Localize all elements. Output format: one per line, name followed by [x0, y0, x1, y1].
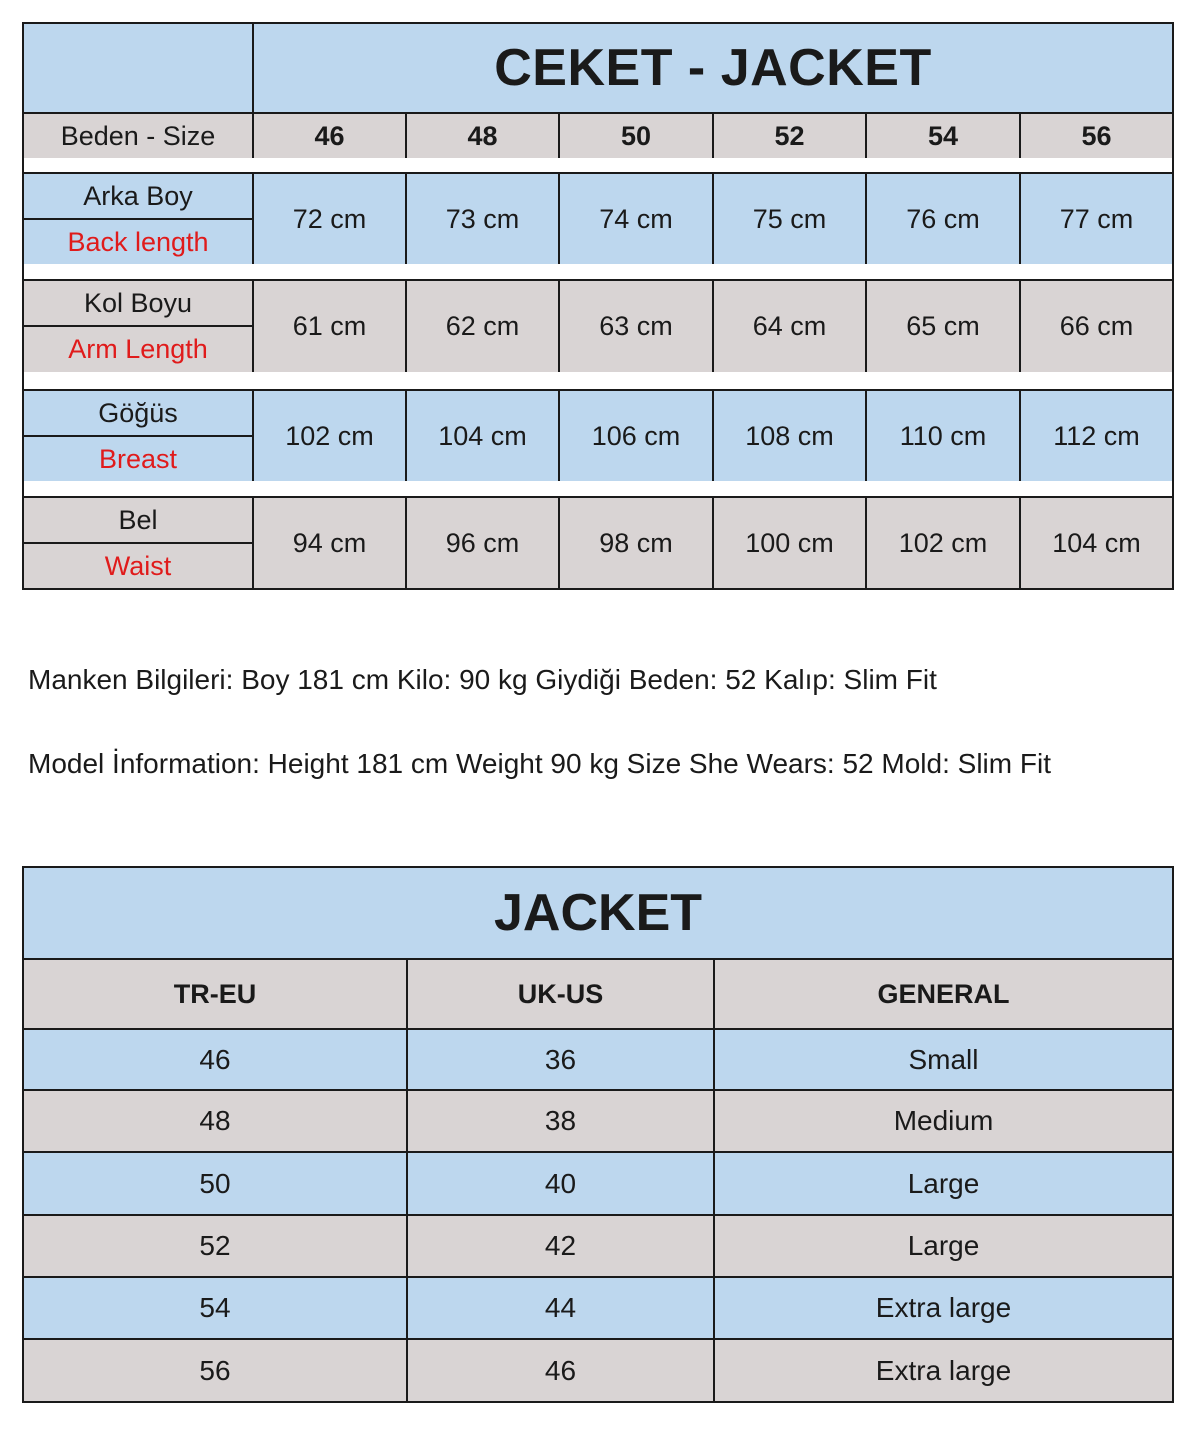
- label-en-text: Waist: [104, 550, 172, 581]
- label-tr-text: Bel: [118, 504, 158, 535]
- cell-text: 38: [544, 1105, 577, 1136]
- value-cell: [558, 389, 714, 483]
- size-header-label: 50: [620, 120, 652, 151]
- value-text: 64 cm: [752, 311, 827, 341]
- size-table-title: CEKET - JACKET: [494, 39, 932, 97]
- conversion-cell: [713, 1276, 1174, 1340]
- label-tr-text: Arka Boy: [83, 180, 193, 211]
- conversion-cell: [406, 1089, 715, 1153]
- value-text: 94 cm: [292, 527, 367, 558]
- row-label-tr: [22, 172, 254, 220]
- value-cell: [558, 496, 714, 590]
- value-cell: [252, 279, 407, 374]
- value-text: 73 cm: [445, 203, 520, 234]
- conversion-cell: [713, 1214, 1174, 1278]
- conversion-cell: [406, 1338, 715, 1403]
- value-text: 76 cm: [906, 203, 980, 234]
- value-cell: [712, 279, 867, 374]
- cell-text: 46: [544, 1354, 577, 1386]
- value-cell: [1019, 389, 1174, 483]
- row-label-en: [22, 542, 254, 590]
- value-cell: [1019, 496, 1174, 590]
- size-label-cell: [22, 112, 254, 160]
- header-tr-eu: [22, 958, 408, 1030]
- conversion-cell: [22, 1028, 408, 1091]
- cell-text: Medium: [893, 1105, 994, 1136]
- size-table: [22, 22, 1174, 590]
- value-cell: [1019, 172, 1174, 266]
- header-uk-us: [406, 958, 715, 1030]
- value-cell: [405, 496, 560, 590]
- conversion-cell: [713, 1338, 1174, 1403]
- size-header-48: [405, 112, 560, 160]
- row-label-en: [22, 435, 254, 483]
- value-cell: [252, 496, 407, 590]
- value-cell: [558, 279, 714, 374]
- value-text: 102 cm: [898, 527, 988, 558]
- size-header-56: [1019, 112, 1174, 160]
- value-text: 66 cm: [1059, 311, 1134, 341]
- value-text: 100 cm: [745, 527, 834, 558]
- cell-text: 42: [544, 1230, 577, 1261]
- size-table-title-cell: [252, 22, 1174, 114]
- size-header-label: 52: [774, 120, 805, 151]
- conversion-table: [22, 866, 1174, 1403]
- size-label: Beden - Size: [60, 120, 216, 151]
- conversion-cell: [22, 1089, 408, 1153]
- conversion-cell: [22, 1151, 408, 1216]
- value-text: 110 cm: [899, 420, 987, 451]
- value-text: 77 cm: [1059, 203, 1134, 234]
- value-cell: [712, 389, 867, 483]
- size-header-52: [712, 112, 867, 160]
- size-header-label: 56: [1081, 120, 1112, 151]
- conversion-cell: [406, 1028, 715, 1091]
- header-label: UK-US: [517, 978, 604, 1009]
- cell-text: 36: [544, 1043, 577, 1075]
- cell-text: 48: [199, 1105, 231, 1136]
- label-en-text: Breast: [98, 443, 178, 474]
- row-label-tr: [22, 389, 254, 437]
- size-header-label: 46: [314, 120, 345, 151]
- row-label-en: [22, 325, 254, 374]
- label-tr-text: Göğüs: [98, 397, 178, 428]
- conversion-cell: [713, 1028, 1174, 1091]
- value-cell: [405, 279, 560, 374]
- value-text: 98 cm: [599, 527, 673, 558]
- row-label-tr: [22, 496, 254, 544]
- model-info-en: Model İnformation: Height 181 cm Weight 90 kg Size She Wears: 52 Mold: Slim Fit: [28, 748, 1051, 779]
- row-label-tr: [22, 279, 254, 327]
- label-en-text: Back length: [67, 226, 209, 257]
- value-text: 62 cm: [445, 311, 520, 341]
- conversion-table-title: JACKET: [493, 884, 703, 942]
- size-header-46: [252, 112, 407, 160]
- cell-text: 52: [199, 1230, 231, 1261]
- value-cell: [712, 496, 867, 590]
- cell-text: 46: [199, 1043, 231, 1075]
- value-cell: [865, 389, 1021, 483]
- conversion-cell: [406, 1276, 715, 1340]
- size-header-label: 54: [927, 120, 959, 151]
- label-tr-text: Kol Boyu: [83, 287, 193, 318]
- conversion-cell: [22, 1276, 408, 1340]
- row-label-en: [22, 218, 254, 266]
- value-cell: [405, 389, 560, 483]
- value-text: 96 cm: [445, 527, 520, 558]
- value-text: 112 cm: [1053, 420, 1140, 451]
- conversion-cell: [713, 1151, 1174, 1216]
- value-cell: [252, 172, 407, 266]
- model-info-tr: Manken Bilgileri: Boy 181 cm Kilo: 90 kg Giydiği Beden: 52 Kalıp: Slim Fit: [28, 664, 937, 695]
- conversion-cell: [22, 1338, 408, 1403]
- cell-text: 40: [544, 1167, 577, 1199]
- cell-text: Large: [907, 1230, 980, 1261]
- value-text: 108 cm: [745, 420, 834, 451]
- value-text: 104 cm: [1052, 527, 1141, 558]
- conversion-cell: [713, 1089, 1174, 1153]
- value-text: 61 cm: [292, 311, 367, 341]
- header-label: GENERAL: [877, 978, 1010, 1009]
- size-table-corner: [22, 22, 254, 114]
- value-cell: [865, 279, 1021, 374]
- cell-text: Small: [908, 1043, 979, 1075]
- value-cell: [252, 389, 407, 483]
- size-header-54: [865, 112, 1021, 160]
- value-text: 75 cm: [752, 203, 827, 234]
- value-text: 106 cm: [591, 420, 681, 451]
- value-text: 104 cm: [438, 420, 527, 451]
- value-text: 63 cm: [599, 311, 673, 341]
- value-cell: [865, 496, 1021, 590]
- cell-text: Extra large: [875, 1292, 1012, 1323]
- value-cell: [558, 172, 714, 266]
- label-en-text: Arm Length: [68, 334, 208, 364]
- size-header-label: 48: [467, 120, 498, 151]
- cell-text: 54: [199, 1292, 231, 1323]
- conversion-cell: [406, 1214, 715, 1278]
- value-text: 102 cm: [285, 420, 374, 451]
- cell-text: 56: [199, 1354, 231, 1386]
- value-cell: [865, 172, 1021, 266]
- value-text: 74 cm: [599, 203, 673, 234]
- value-text: 65 cm: [906, 311, 980, 341]
- cell-text: 44: [544, 1292, 577, 1323]
- value-cell: [1019, 279, 1174, 374]
- cell-text: 50: [199, 1167, 231, 1199]
- conversion-cell: [22, 1214, 408, 1278]
- cell-text: Large: [907, 1167, 980, 1199]
- size-header-50: [558, 112, 714, 160]
- header-general: [713, 958, 1174, 1030]
- cell-text: Extra large: [875, 1354, 1012, 1386]
- value-text: 72 cm: [292, 203, 367, 234]
- conversion-title-cell: [22, 866, 1174, 960]
- value-cell: [405, 172, 560, 266]
- conversion-cell: [406, 1151, 715, 1216]
- header-label: TR-EU: [173, 978, 257, 1009]
- value-cell: [712, 172, 867, 266]
